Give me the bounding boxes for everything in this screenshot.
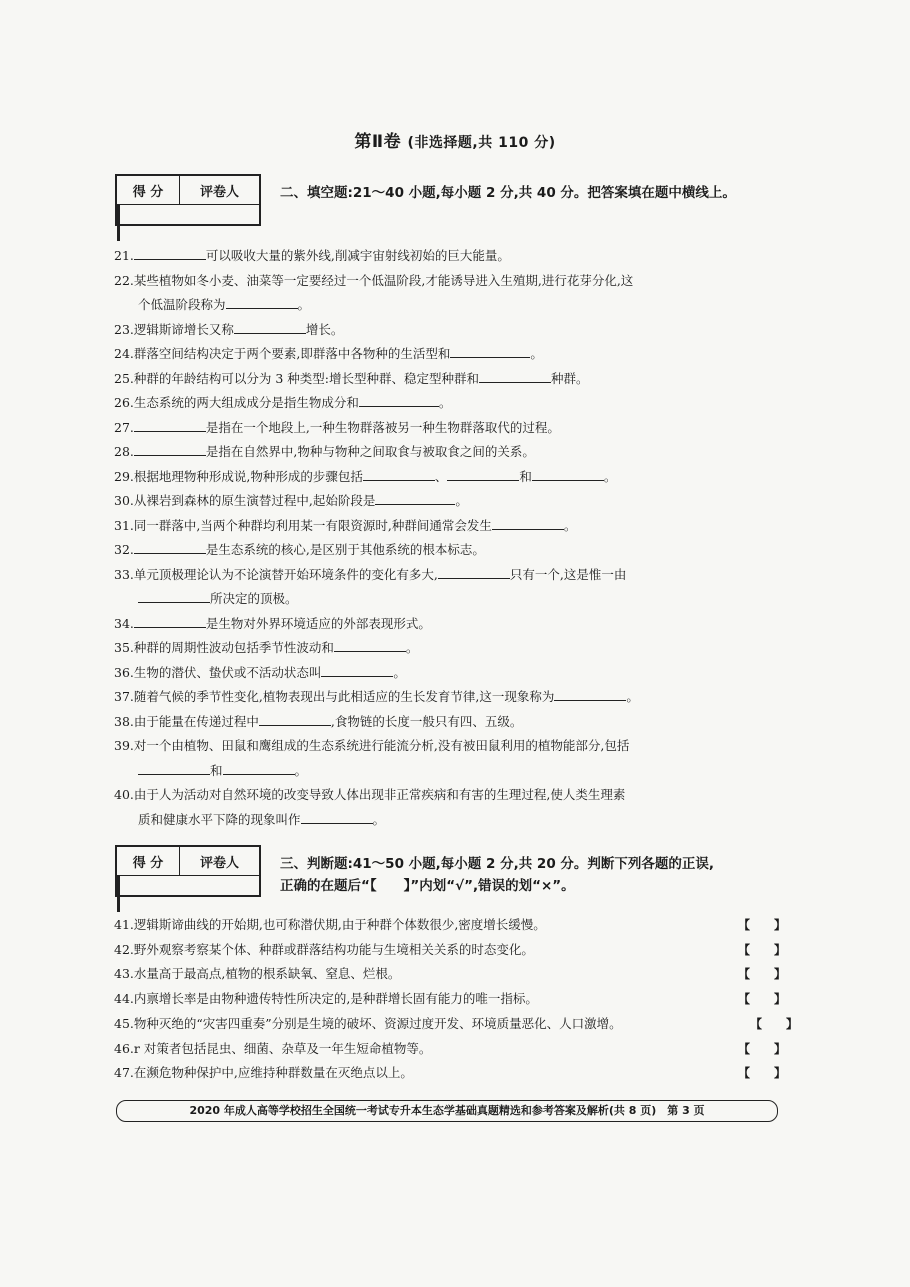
grader-col: 评卷人 xyxy=(180,175,261,205)
score-table-2 xyxy=(115,845,261,897)
score-table-1 xyxy=(115,174,261,226)
score-col: 得 分 xyxy=(116,846,180,876)
fill-questions xyxy=(114,244,794,832)
question-39: 39.对一个由植物、田鼠和鹰组成的生态系统进行能流分析,没有被田鼠利用的植物能部分,包括 xyxy=(114,738,630,753)
question-21: 21. 可以吸收大量的紫外线,削减宇宙射线初始的巨大能量。 xyxy=(114,244,794,269)
judge-question-42: 42.野外观察考察某个体、种群或群落结构功能与生境相关关系的时态变化。 【 】 xyxy=(114,938,794,963)
question-30: 30.从裸岩到森林的原生演替过程中,起始阶段是 。 xyxy=(114,489,794,514)
answer-bracket[interactable]: 【 】 xyxy=(737,992,786,1007)
question-36: 36.生物的潜伏、蛰伏或不活动状态叫 。 xyxy=(114,661,794,686)
question-26: 26.生态系统的两大组成成分是指生物成分和 。 xyxy=(114,391,794,416)
question-33: 33.单元顶极理论认为不论演替开始环境条件的变化有多大, 只有一个,这是惟一由 xyxy=(114,563,794,588)
judge-question-45: 45.物种灭绝的“灾害四重奏”分别是生境的破坏、资源过度开发、环境质量恶化、人口激增。 【 】 xyxy=(114,1012,794,1037)
score-col: 得 分 xyxy=(116,175,180,205)
question-32: 32. 是生态系统的核心,是区别于其他系统的根本标志。 xyxy=(114,538,794,563)
question-23: 23.逻辑斯谛增长又称 增长。 xyxy=(114,318,794,343)
section3-heading-line1: 三、判断题:41～50 小题,每小题 2 分,共 20 分。判断下列各题的正误, xyxy=(280,856,715,872)
question-31: 31.同一群落中,当两个种群均利用某一有限资源时,种群间通常会发生 。 xyxy=(114,514,794,539)
question-40-cont: 质和健康水平下降的现象叫作 。 xyxy=(114,808,794,833)
answer-bracket[interactable]: 【 】 xyxy=(749,1016,798,1031)
question-34: 34. 是生物对外界环境适应的外部表现形式。 xyxy=(114,612,794,637)
page-footer: 2020 年成人高等学校招生全国统一考试专升本生态学基础真题精选和参考答案及解析(共 8 页) 第 3 页 xyxy=(116,1100,778,1122)
question-27: 27. 是指在一个地段上,一种生物群落被另一种生物群落取代的过程。 xyxy=(114,416,794,441)
judge-question-44: 44.内禀增长率是由物种遗传特性所决定的,是种群增长固有能力的唯一指标。 【 】 xyxy=(114,987,794,1012)
question-22-cont: 个低温阶段称为 。 xyxy=(114,293,794,318)
answer-bracket[interactable]: 【 】 xyxy=(737,942,786,957)
question-22: 22.某些植物如冬小麦、油菜等一定要经过一个低温阶段,才能诱导进入生殖期,进行花芽分化,这 xyxy=(114,272,634,288)
page-title-sub: (非选择题,共 110 分) xyxy=(407,135,556,151)
question-25: 25.种群的年龄结构可以分为 3 种类型:增长型种群、稳定型种群和 种群。 xyxy=(114,367,794,392)
question-40: 40.由于人为活动对自然环境的改变导致人体出现非正常疾病和有害的生理过程,使人类生理素 xyxy=(114,787,626,802)
answer-bracket[interactable]: 【 】 xyxy=(737,918,786,932)
judge-question-41: 41.逻辑斯谛曲线的开始期,也可称潜伏期,由于种群个体数很少,密度增长缓慢。 【 】 xyxy=(114,913,794,938)
question-35: 35.种群的周期性波动包括季节性波动和 。 xyxy=(114,636,794,661)
answer-bracket[interactable]: 【 】 xyxy=(737,1066,786,1081)
section3-heading-line2: 正确的在题后“【 】”内划“√”,错误的划“×”。 xyxy=(280,878,575,894)
judge-question-47: 47.在濒危物种保护中,应维持种群数量在灭绝点以上。 【 】 xyxy=(114,1061,794,1086)
page-title-main: 第Ⅱ卷 xyxy=(354,132,402,152)
answer-bracket[interactable]: 【 】 xyxy=(737,967,786,982)
question-24: 24.群落空间结构决定于两个要素,即群落中各物种的生活型和 。 xyxy=(114,342,794,367)
question-29: 29.根据地理物种形成说,物种形成的步骤包括 、 和 。 xyxy=(114,465,794,490)
question-39-cont: 和 。 xyxy=(114,759,794,784)
question-37: 37.随着气候的季节性变化,植物表现出与此相适应的生长发育节律,这一现象称为 。 xyxy=(114,685,794,710)
judge-question-46: 46.r 对策者包括昆虫、细菌、杂草及一年生短命植物等。 【 】 xyxy=(114,1037,794,1062)
page-title xyxy=(0,127,910,152)
question-28: 28. 是指在自然界中,物种与物种之间取食与被取食之间的关系。 xyxy=(114,440,794,465)
section2-heading: 二、填空题:21～40 小题,每小题 2 分,共 40 分。把答案填在题中横线上。 xyxy=(280,185,736,201)
judge-question-43: 43.水量高于最高点,植物的根系缺氧、窒息、烂根。 【 】 xyxy=(114,962,794,987)
answer-bracket[interactable]: 【 】 xyxy=(737,1041,786,1056)
grader-col: 评卷人 xyxy=(180,846,261,876)
question-33-cont: 所决定的顶极。 xyxy=(114,587,794,612)
judge-questions xyxy=(114,913,798,1086)
section3-heading xyxy=(280,853,800,897)
question-38: 38.由于能量在传递过程中 ,食物链的长度一般只有四、五级。 xyxy=(114,710,794,735)
